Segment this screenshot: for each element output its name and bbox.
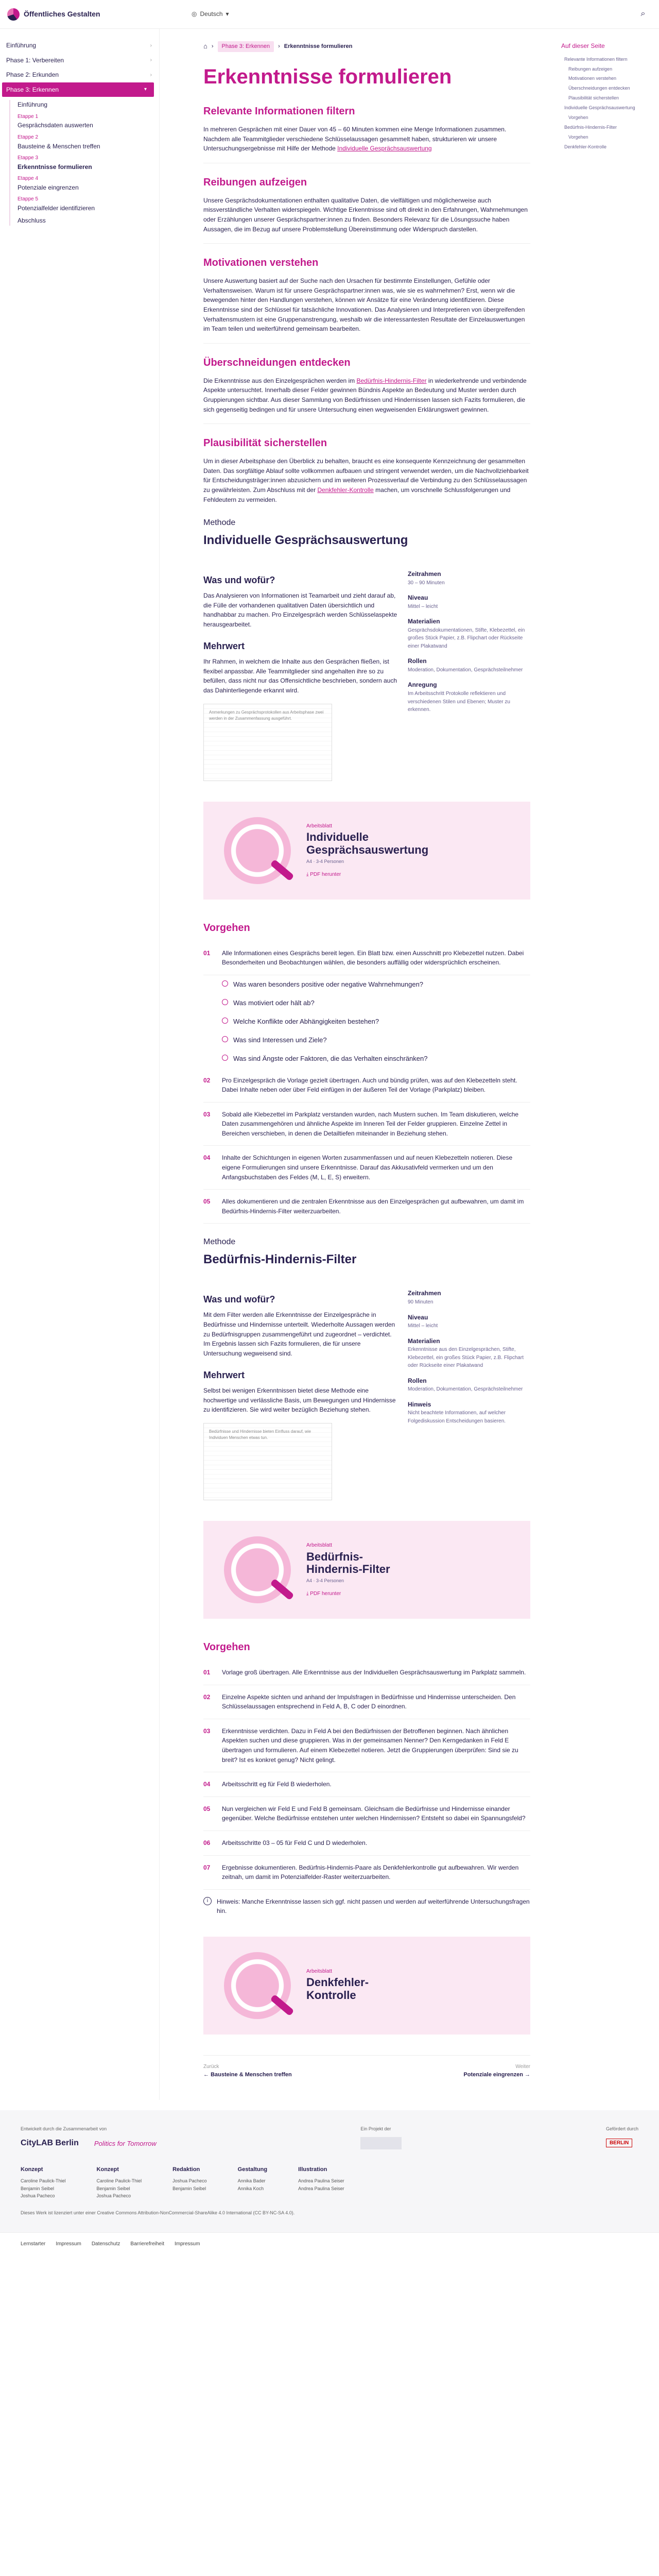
card-kicker: Arbeitsblatt xyxy=(306,1968,333,1974)
breadcrumb-current: Erkenntnisse formulieren xyxy=(284,43,353,49)
step-text: Sobald alle Klebezettel im Parkplatz verstanden wurden, nach Mustern suchen. Im Team diskutieren, welche Daten zusammengehören und ähnliche Aspekte im Inneren Teil der Felder gruppieren. Einzelne Zettel in Bereichen verschieben, in denen die Detailtiefen miteinander in Beziehung stehen. xyxy=(222,1110,519,1137)
step-number: 03 xyxy=(203,1727,211,1735)
meta-value: Im Arbeitsschritt Protokolle reflektieren und verschiedenen Stilen und Ebenen; Muster zu erkennen. xyxy=(407,691,510,713)
credit-col xyxy=(172,2165,207,2199)
method-value-text: Ihr Rahmen, in welchem die Inhalte aus den Gesprächen fließen, ist flexibel anpassbar. Alle Teammitglieder sind angehalten ihre so zu befüllen, dass nicht nur das Offensichtliche beschrieben, sondern auch das Dahinterliegende erkannt wird. xyxy=(203,658,397,694)
step-text: Pro Einzelgespräch die Vorlage gezielt übertragen. Auch und bündig prüfen, was auf den Klebezetteln steht. Dabei Inhalte neben oder über Feld einfügen in der äußeren Teil der Vorlage (Parkplatz) bleiben. xyxy=(222,1076,517,1094)
step-text: Alle Informationen eines Gesprächs bereit legen. Ein Blatt bzw. einen Ausschnitt pro Klebezettel nutzen. Dabei Besonderheiten und Beobachtungen wählen, die besonders auffällig oder widersprüchlich erscheinen. xyxy=(222,949,524,967)
footer-label: Ein Projekt der xyxy=(360,2126,391,2132)
worksheet-card-3[interactable] xyxy=(203,1937,530,2035)
bottom-link[interactable]: Lernstarter xyxy=(21,2241,46,2247)
table-of-contents xyxy=(551,29,659,2100)
question-item xyxy=(203,1012,530,1031)
steps-list-1 xyxy=(203,941,530,1224)
method-link[interactable]: Individuelle Gesprächsauswertung xyxy=(337,145,432,152)
credit-col xyxy=(298,2165,344,2199)
berlin-logo[interactable]: BERLIN xyxy=(606,2139,632,2147)
meta-key: Rollen xyxy=(407,657,427,665)
step-text: Einzelne Aspekte sichten und anhand der Impulsfragen in Bedürfnisse und Hindernisse unterscheiden. Den Schlüsselaussagen entsprechend in Feld A, B, C oder D einordnen. xyxy=(222,1693,516,1710)
step-text: Vorlage groß übertragen. Alle Erkenntnisse aus der Individuellen Gesprächsauswertung im Parkplatz sammeln. xyxy=(222,1668,526,1676)
arrow-right-icon: → xyxy=(523,2072,530,2078)
method-kicker: Methode xyxy=(203,518,236,528)
bottom-link[interactable]: Impressum xyxy=(175,2241,200,2247)
credit-name: Joshua Pacheco xyxy=(96,2193,131,2198)
credit-name: Annika Bader xyxy=(237,2178,266,2184)
step-text: Erkenntnisse verdichten. Dazu in Feld A bei den Bedürfnissen der Betroffenen beginnen. Nach ähnlichen Aspekten suchen und diese gruppieren. Was in der gemeinsamen Nenner? Den Kerngedanken in Feld E übertragen und formulieren. Auf einem Klebezettel notieren. Jetzt die Gruppierungen überprüfen: Sind sie zu breit? Ist es konkret genug? Nicht gelingt. xyxy=(222,1727,518,1764)
credit-name: Joshua Pacheco xyxy=(21,2193,55,2198)
sidebar-item-label: Phase 2: Erkunden xyxy=(6,71,59,79)
step-number: 03 xyxy=(203,1110,211,1118)
meta-key: Niveau xyxy=(407,1313,428,1321)
question-circle-icon xyxy=(222,1055,228,1061)
worksheet-card-2[interactable] xyxy=(203,1521,530,1619)
meta-key: Materialien xyxy=(407,618,440,625)
toc-item[interactable]: Plausibilität sicherstellen xyxy=(568,95,619,101)
section-text xyxy=(203,376,530,414)
step-item xyxy=(203,1719,530,1772)
credit-name: Joshua Pacheco xyxy=(172,2178,207,2184)
chevron-right-icon: › xyxy=(150,42,152,48)
credit-name: Benjamin Seibel xyxy=(21,2185,55,2191)
question-text: Was sind Ängste oder Faktoren, die das Verhalten einschränken? xyxy=(233,1055,428,1063)
meta-value: Moderation, Dokumentation, Gesprächsteilnehmer xyxy=(407,667,523,673)
magnifier-illustration-icon xyxy=(224,1952,291,2019)
credit-name: Benjamin Seibel xyxy=(172,2185,206,2191)
section-heading-uber: Überschneidungen entdecken xyxy=(203,357,351,368)
toc-item[interactable]: Bedürfnis-Hindernis-Filter xyxy=(564,125,617,130)
method-what-heading: Was und wofür? xyxy=(203,1294,275,1305)
method-meta xyxy=(408,563,530,781)
question-text: Was sind Interessen und Ziele? xyxy=(233,1036,327,1044)
meta-key: Rollen xyxy=(407,1377,427,1384)
sidebar-item-phase-3[interactable] xyxy=(2,82,154,97)
toc-heading: Auf dieser Seite xyxy=(561,42,605,49)
step-number: 07 xyxy=(203,1863,211,1871)
breadcrumb xyxy=(203,41,530,52)
step-label: Etappe 3 xyxy=(18,155,39,161)
meta-value: 30 – 90 Minuten xyxy=(407,580,445,586)
step-number: 04 xyxy=(203,1781,211,1788)
breadcrumb-separator: › xyxy=(278,43,280,49)
method-what-text: Mit dem Filter werden alle Erkenntnisse der Einzelgespräche in Bedürfnisse und Hindernisse unterteilt. Wiederholte Aussagen werden zu Bedürfnisgruppen zusammengeführt und zugeordnet – verdichtet. Im Ergebnis lassen sich Fazits formulieren, die für unsere Untersuchung wegweisend sind. xyxy=(203,1311,395,1357)
sidebar-item-label: Phase 1: Verbereiten xyxy=(6,56,64,64)
credit-name: Andrea Paulina Seiser xyxy=(298,2178,344,2184)
chevron-down-icon: ▾ xyxy=(226,10,229,18)
question-circle-icon xyxy=(222,999,228,1005)
meta-value: Moderation, Dokumentation, Gesprächsteilnehmer xyxy=(407,1386,523,1393)
method-link[interactable]: Bedürfnis-Hindernis-Filter xyxy=(356,377,427,384)
question-text: Was waren besonders positive oder negative Wahrnehmungen? xyxy=(233,980,424,988)
question-item xyxy=(203,975,530,994)
meta-key: Zeitrahmen xyxy=(407,1290,441,1297)
toc-item[interactable]: Relevante Informationen filtern xyxy=(564,56,628,62)
step-text: Arbeitsschritt eg für Feld B wiederholen. xyxy=(222,1781,332,1788)
method-block-1 xyxy=(203,517,530,781)
card-meta: A4 · 3-4 Personen xyxy=(306,858,344,864)
step-item xyxy=(203,1797,530,1831)
method-kicker: Methode xyxy=(203,1238,236,1247)
step-text: Nun vergleichen wir Feld E und Feld B gemeinsam. Gleichsam die Bedürfnisse und Hindernisse einander gegenüber. Welche Bedürfnisse entstehen unter welchen Hindernissen? Entsteht so dabei ein Spannungsfeld? xyxy=(222,1805,526,1822)
magnifier-illustration-icon xyxy=(224,1536,291,1603)
step-number: 05 xyxy=(203,1198,211,1206)
main-content xyxy=(160,29,551,2100)
hint-box xyxy=(203,1897,530,1916)
step-text: Alles dokumentieren und die zentralen Erkenntnisse aus den Einzelgesprächen gut aufbewahren, um damit im Bedürfnis-Hindernis-Filter weiterzuarbeiten. xyxy=(222,1198,524,1215)
meta-value: Erkenntnisse aus den Einzelgesprächen, Stifte, Klebezettel, ein großes Stück Papier, z.B. Flipchart oder Rückseite einer Plakatwand xyxy=(407,1347,524,1369)
steps-list-2 xyxy=(203,1660,530,1890)
step-item xyxy=(203,1856,530,1890)
method-value-text: Selbst bei wenigen Erkenntnissen bietet diese Methode eine hochwertige und verlässliche Basis, um Bewegungen und Hindernisse zu identifizieren. Sie wird weiter bezüglich Beziehung stehen. xyxy=(203,1387,396,1414)
pager-title xyxy=(463,2071,530,2079)
project-logo[interactable] xyxy=(360,2137,402,2149)
pager-next[interactable] xyxy=(463,2063,530,2080)
subnav-step-1[interactable] xyxy=(18,113,159,130)
method-link[interactable]: Denkfehler-Kontrolle xyxy=(317,486,374,494)
card-kicker: Arbeitsblatt xyxy=(306,823,333,829)
meta-key: Zeitrahmen xyxy=(407,570,441,578)
pager-prev[interactable] xyxy=(203,2063,292,2080)
step-title: Erkenntnisse formulieren xyxy=(18,163,92,171)
step-number: 06 xyxy=(203,1839,211,1846)
divider xyxy=(203,243,530,244)
step-title: Potenziale eingrenzen xyxy=(18,183,79,191)
pdf-label: PDF herunter xyxy=(310,1591,341,1597)
step-item xyxy=(203,941,530,975)
footer xyxy=(0,2110,659,2232)
pager-title-text: Bausteine & Menschen treffen xyxy=(211,2072,292,2078)
search-icon[interactable]: ⌕ xyxy=(640,9,646,19)
credit-name: Annika Koch xyxy=(237,2185,264,2191)
credit-heading: Gestaltung xyxy=(237,2166,268,2173)
chevron-right-icon: › xyxy=(150,57,152,63)
bottom-link[interactable]: Datenschutz xyxy=(91,2241,120,2247)
step-item xyxy=(203,1685,530,1719)
chevron-down-icon: ▾ xyxy=(144,87,147,93)
step-item xyxy=(203,1103,530,1146)
credit-name: Caroline Paulick-Thiel xyxy=(96,2178,142,2184)
subnav-step-2[interactable] xyxy=(18,133,159,151)
step-label: Etappe 1 xyxy=(18,113,39,120)
method-value-heading: Mehrwert xyxy=(203,1370,245,1381)
subnav-step-5[interactable] xyxy=(18,195,159,213)
toc-item[interactable]: Motivationen verstehen xyxy=(568,76,617,81)
credit-name: Benjamin Seibel xyxy=(96,2185,130,2191)
divider xyxy=(203,423,530,424)
step-text: Ergebnisse dokumentieren. Bedürfnis-Hindernis-Paare als Denkfehlerkontrolle gut aufbewahren. Wir werden zeitnah, um damit im Potenzialfelder-Raster weiterzuarbeiten. xyxy=(222,1863,519,1881)
step-text: Inhalte der Schichtungen in eigenen Worten zusammenfassen und auf neuen Klebezetteln notieren. Diese eigene Formulierungen sind unsere Erkenntnisse. Darauf das Akkusativfeld vermerken und um den Anfangsbuchstaben des Feldes (M, L, E, S) erweitern. xyxy=(222,1154,513,1181)
credit-col xyxy=(21,2165,66,2199)
arrow-left-icon: ← xyxy=(203,2072,211,2078)
home-icon[interactable]: ⌂ xyxy=(203,42,207,50)
pager-title-text: Potenziale eingrenzen xyxy=(463,2072,523,2078)
step-title: Potenzialfelder identifizieren xyxy=(18,204,95,212)
bottom-link[interactable]: Barrierefreiheit xyxy=(130,2241,164,2247)
step-item xyxy=(203,1190,530,1224)
step-label: Etappe 2 xyxy=(18,134,39,141)
question-text: Was motiviert oder hält ab? xyxy=(233,998,315,1007)
globe-icon: ◎ xyxy=(192,10,197,18)
section-text: Unsere Gesprächsdokumentationen enthalten qualitative Daten, die vielfältigen und möglicherweise auch missverständliche Verhalten widerspiegeln. Wichtige Erkenntnisse sind oft direkt in den Erfahrungen, Wahrnehmungen oder Erzählungen unserer Gesprächspartner:innen zu finden. Besonders Relevanz für die Lösungssuche haben Aussagen, die im Bezug auf unsere Problemstellung Übereinstimmung oder Widerspruch darstellen. xyxy=(203,196,528,233)
sidebar-item-einfuehrung[interactable] xyxy=(6,38,159,53)
pager-title xyxy=(203,2071,292,2079)
footer-label: Entwickelt durch die Zusammenarbeit von xyxy=(21,2126,107,2132)
toc-item[interactable]: Vorgehen xyxy=(568,115,588,121)
step-number: 04 xyxy=(203,1154,211,1162)
info-icon: i xyxy=(203,1897,212,1905)
step-number: 05 xyxy=(203,1805,211,1812)
language-label: Deutsch xyxy=(200,10,223,18)
hint-text: Hinweis: Manche Erkenntnisse lassen sich ggf. nicht passen und werden auf weiterführende Untersuchungsfragen hin. xyxy=(217,1897,530,1915)
credit-heading: Illustration xyxy=(298,2166,327,2173)
section-heading-filter: Relevante Informationen filtern xyxy=(203,106,355,117)
method-what-text: Das Analysieren von Informationen ist Teamarbeit und zieht darauf ab, die Fülle der vorhandenen qualitativen Daten übersichtlich und handhabbar zu machen. Pro Einzelgespräch werden Schlüsselaspekte herausgearbeitet. xyxy=(203,591,397,628)
divider xyxy=(203,343,530,344)
card-meta: A4 · 3-4 Personen xyxy=(306,1578,344,1584)
logo-mark-icon xyxy=(7,8,20,21)
credit-col xyxy=(238,2165,267,2199)
download-icon: ⤓ xyxy=(306,1591,310,1597)
credit-heading: Konzept xyxy=(96,2166,119,2173)
breadcrumb-phase[interactable]: Phase 3: Erkennen xyxy=(218,41,274,52)
magnifier-illustration-icon xyxy=(224,817,291,884)
step-item xyxy=(203,1772,530,1797)
method-meta xyxy=(408,1282,530,1500)
pdf-download-link[interactable] xyxy=(306,871,409,879)
sidebar-item-phase-1[interactable] xyxy=(6,53,159,68)
section-heading-reibung: Reibungen aufzeigen xyxy=(203,176,307,188)
section-text xyxy=(203,456,530,504)
steps-heading-2: Vorgehen xyxy=(203,1641,250,1653)
method-block-2 xyxy=(203,1236,530,1500)
subnav-step-3[interactable] xyxy=(18,154,159,172)
toc-item[interactable]: Vorgehen xyxy=(568,134,588,140)
meta-value: 90 Minuten xyxy=(407,1299,433,1306)
section-heading-plaus: Plausibilität sicherstellen xyxy=(203,437,327,449)
top-bar xyxy=(0,0,659,29)
question-item xyxy=(203,994,530,1012)
step-title: Bausteine & Menschen treffen xyxy=(18,142,100,150)
steps-heading-1: Vorgehen xyxy=(203,922,250,934)
credit-heading: Konzept xyxy=(21,2166,43,2173)
meta-value: Mittel – leicht xyxy=(407,1323,438,1329)
sidebar-item-label: Einführung xyxy=(6,42,37,49)
method-note-image: Anmerkungen zu Gesprächsprotokollen aus Arbeitsphase zwei werden in der Zusammenfassung ausgeführt. xyxy=(203,704,332,781)
step-item xyxy=(203,1146,530,1190)
subnav-intro[interactable]: Einführung xyxy=(18,101,48,109)
credit-name: Caroline Paulick-Thiel xyxy=(21,2178,66,2184)
card-title: Denkfehler-Kontrolle xyxy=(306,1976,369,2002)
bottom-links xyxy=(0,2232,659,2256)
sidebar-item-phase-2[interactable] xyxy=(6,67,159,82)
toc-item[interactable]: Individuelle Gesprächsauswertung xyxy=(564,105,635,111)
footer-credits xyxy=(21,2165,638,2199)
sidebar-item-label: Phase 3: Erkennen xyxy=(6,86,59,93)
pager xyxy=(203,2055,530,2080)
step-item xyxy=(203,1831,530,1856)
section-text: Unsere Auswertung basiert auf der Suche nach den Ursachen für bestimmte Einstellungen, Gefühle oder Verhaltensweisen. Warum ist für unsere Gesprächspartner:innen was, wie sie es wahrnehmen? Erst, wenn wir die bewegenden hinter den Handlungen verstehen, können wir Ansätze für eine Veränderung identifizieren. Diese Erkenntnisse sind der Schlüssel für tatsächliche Innovationen. Das Analysieren und Interpretieren von übergreifenden Verhaltensmustern ist eine Gruppenanstrengung, weshalb wir die interessantesten Resultate der Einzelauswertungen im Team teilen und weiterführend gemeinsam bearbeiten. xyxy=(203,277,525,333)
step-text: Arbeitsschritte 03 – 05 für Feld C und D wiederholen. xyxy=(222,1839,368,1846)
question-circle-icon xyxy=(222,1018,228,1024)
step-item xyxy=(203,1660,530,1685)
meta-key: Materialien xyxy=(407,1337,440,1345)
footer-label: Gefördert durch xyxy=(605,2126,638,2132)
step-label: Etappe 4 xyxy=(18,176,39,182)
site-title: Öffentliches Gestalten xyxy=(24,9,100,18)
method-note-image: Bedürfnisse und Hindernisse bieten Einfluss darauf, wie Individuen Menschen etwas tun. xyxy=(203,1423,332,1500)
pdf-label: PDF herunter xyxy=(310,871,341,877)
breadcrumb-separator: › xyxy=(211,43,214,49)
section-text xyxy=(203,125,530,154)
card-title: Bedürfnis-Hindernis-Filter xyxy=(306,1550,390,1575)
phase-subnav xyxy=(9,100,159,226)
site-logo[interactable] xyxy=(7,8,100,21)
step-item xyxy=(203,1069,530,1103)
worksheet-card-1[interactable] xyxy=(203,802,530,900)
pdf-download-link[interactable] xyxy=(306,1590,409,1598)
method-title: Individuelle Gesprächsauswertung xyxy=(203,533,408,547)
credit-col xyxy=(97,2165,142,2199)
step-number: 01 xyxy=(203,949,211,957)
meta-value: Gesprächsdokumentationen, Stifte, Klebezettel, ein großes Stück Papier, z.B. Flipchart oder Rückseite einer Plakatwand xyxy=(407,627,525,649)
card-title: Individuelle Gesprächsauswertung xyxy=(306,831,429,856)
step-label: Etappe 5 xyxy=(18,196,39,202)
toc-item[interactable]: Reibungen aufzeigen xyxy=(568,66,613,72)
text-span: Um in dieser Arbeitsphase den Überblick zu behalten, braucht es eine konsequente Kennzeichnung der gesammelten Daten. Das sorgfältige Ablauf sollte vollkommen aufbauen und stringent verwendet werden, um die Nachvollziehbarkeit für Entscheidungsträger:innen abzusichern und im weiteren Prozessverlauf die Verbindung zu den Schlüsselaussagen zu gewährleisten. Zum Abschluss mit der xyxy=(203,457,529,494)
question-circle-icon xyxy=(222,980,228,987)
subnav-step-4[interactable] xyxy=(18,175,159,192)
question-circle-icon xyxy=(222,1036,228,1042)
step-number: 02 xyxy=(203,1693,211,1701)
sidebar xyxy=(0,29,160,2100)
question-item xyxy=(203,1049,530,1068)
license-text: Dieses Werk ist lizenziert unter einer Creative Commons Attribution-NonCommercial-ShareAlike 4.0 International (CC BY-NC-SA 4.0). xyxy=(21,2210,295,2216)
meta-key: Anregung xyxy=(407,681,437,689)
page-title: Erkenntnisse formulieren xyxy=(203,65,452,89)
section-heading-motiv: Motivationen verstehen xyxy=(203,257,319,269)
text-span: machen, um vorschnelle Schlussfolgerungen und Fehldeutern zu vermeiden. xyxy=(203,486,511,503)
bottom-link[interactable]: Impressum xyxy=(56,2241,81,2247)
step-title: Gesprächsdaten auswerten xyxy=(18,122,93,129)
text-span: Die Erkenntnisse aus den Einzelgesprächen werden im xyxy=(203,377,355,384)
meta-key: Niveau xyxy=(407,594,428,602)
step-number: 01 xyxy=(203,1668,211,1676)
card-kicker: Arbeitsblatt xyxy=(306,1543,333,1549)
method-title: Bedürfnis-Hindernis-Filter xyxy=(203,1252,357,1267)
step-number: 02 xyxy=(203,1076,211,1084)
citylab-logo[interactable]: CityLAB Berlin xyxy=(21,2139,79,2148)
text-span: in wiederkehrende und verbindende Aspekte untersuchtet. Innerhalb dieser Felder gewinnen Bündnis Aspekte an Bedeutung und Muster werden durch Gruppierungen sichtbar. Aus dieser Sammlung von Bedürfnissen und Hindernissen lassen sich Fazits formulieren, die sich gegenseitig bedingen und für unsere Untersuchung einen wegweisenden Erklärungswert gewinnen. xyxy=(203,377,527,413)
text-span: In mehreren Gesprächen mit einer Dauer von 45 – 60 Minuten kommen eine Menge Informationen zusammen. Nachdem alle Teammitglieder verschiedene Schlüsselaussagen gesammelt haben, strukturieren wir unsere Untersuchungsergebnisse mit Hilfe der Methode xyxy=(203,126,507,152)
toc-item[interactable]: Denkfehler-Kontrolle xyxy=(564,144,607,150)
pager-kicker: Weiter xyxy=(515,2063,530,2070)
pager-kicker: Zurück xyxy=(203,2063,219,2070)
meta-key: Hinweis xyxy=(407,1400,431,1408)
credit-name: Andrea Paulina Seiser xyxy=(298,2185,344,2191)
politics-logo[interactable]: Politics for Tomorrow xyxy=(94,2139,157,2147)
question-text: Welche Konflikte oder Abhängigkeiten bestehen? xyxy=(233,1018,379,1026)
credit-heading: Redaktion xyxy=(172,2166,200,2173)
chevron-right-icon: › xyxy=(150,72,152,78)
method-value-heading: Mehrwert xyxy=(203,641,245,652)
meta-value: Nicht beachtete Informationen, auf welcher Folgediskussion Entscheidungen basieren. xyxy=(407,1410,506,1424)
meta-value: Mittel – leicht xyxy=(407,603,438,609)
method-what-heading: Was und wofür? xyxy=(203,575,275,586)
subnav-outro[interactable]: Abschluss xyxy=(18,217,46,225)
download-icon: ⤓ xyxy=(306,871,310,877)
toc-item[interactable]: Überschneidungen entdecken xyxy=(568,86,630,91)
question-item xyxy=(203,1031,530,1049)
language-selector[interactable] xyxy=(192,9,229,19)
